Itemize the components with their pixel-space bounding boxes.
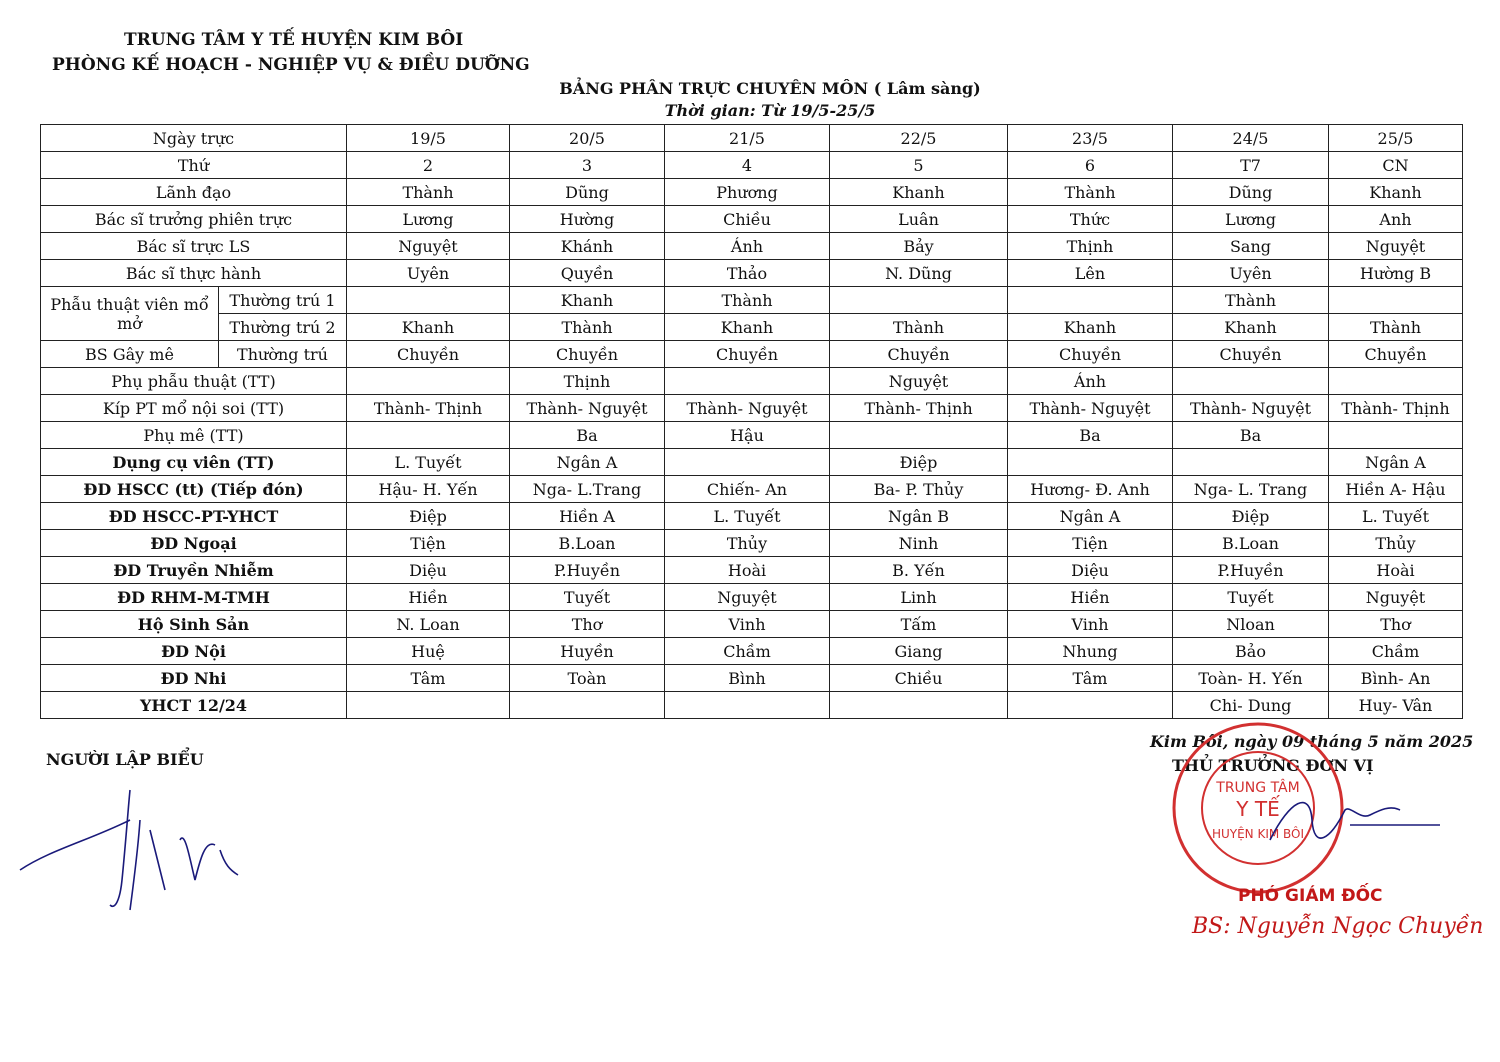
document-title: BẢNG PHÂN TRỰC CHUYÊN MÔN ( Lâm sàng): [559, 79, 981, 98]
roster-cell: [830, 287, 1008, 314]
roster-cell: [347, 368, 510, 395]
roster-cell: Khanh: [1173, 314, 1329, 341]
roster-cell: 22/5: [830, 125, 1008, 152]
roster-cell: P.Huyền: [1173, 557, 1329, 584]
row-label: Bác sĩ trưởng phiên trực: [41, 206, 347, 233]
row-label: Ngày trực: [41, 125, 347, 152]
roster-cell: 25/5: [1329, 125, 1463, 152]
signer-role: PHÓ GIÁM ĐỐC: [1238, 886, 1383, 906]
document-title-block: [0, 78, 1500, 122]
roster-cell: Ánh: [665, 233, 830, 260]
roster-cell: Tấm: [830, 611, 1008, 638]
roster-cell: [665, 692, 830, 719]
roster-cell: [510, 692, 665, 719]
roster-cell: Khanh: [665, 314, 830, 341]
roster-cell: Tiện: [1008, 530, 1173, 557]
organization-header: [52, 28, 530, 78]
roster-cell: Hường B: [1329, 260, 1463, 287]
roster-cell: Chuyền: [347, 341, 510, 368]
svg-text:TRUNG TÂM: TRUNG TÂM: [1216, 780, 1300, 796]
roster-cell: [830, 692, 1008, 719]
roster-cell: Thành: [347, 179, 510, 206]
roster-cell: Thơ: [1329, 611, 1463, 638]
table-row: [41, 179, 1463, 206]
roster-cell: [665, 449, 830, 476]
table-row: [41, 503, 1463, 530]
roster-cell: Thơ: [510, 611, 665, 638]
roster-cell: Thành: [1008, 179, 1173, 206]
roster-cell: [1173, 368, 1329, 395]
roster-cell: B.Loan: [1173, 530, 1329, 557]
roster-cell: 19/5: [347, 125, 510, 152]
roster-cell: [1329, 368, 1463, 395]
roster-cell: Nguyệt: [1329, 233, 1463, 260]
row-sub-label: Thường trú 1: [219, 287, 347, 314]
creator-label: NGƯỜI LẬP BIỂU: [46, 750, 204, 769]
roster-cell: Thủy: [665, 530, 830, 557]
roster-cell: Khanh: [347, 314, 510, 341]
roster-cell: Quyền: [510, 260, 665, 287]
roster-cell: Hiền A- Hậu: [1329, 476, 1463, 503]
roster-cell: Phương: [665, 179, 830, 206]
roster-cell: Tuyết: [510, 584, 665, 611]
row-label: Phụ phẫu thuật (TT): [41, 368, 347, 395]
roster-cell: Sang: [1173, 233, 1329, 260]
roster-cell: [665, 368, 830, 395]
roster-cell: Ba: [1008, 422, 1173, 449]
roster-cell: Dũng: [510, 179, 665, 206]
roster-cell: Huy- Vân: [1329, 692, 1463, 719]
roster-cell: Hậu: [665, 422, 830, 449]
roster-cell: Điệp: [1173, 503, 1329, 530]
table-row: [41, 692, 1463, 719]
roster-cell: Giang: [830, 638, 1008, 665]
roster-cell: L. Tuyết: [665, 503, 830, 530]
roster-cell: [1008, 287, 1173, 314]
table-row: [41, 368, 1463, 395]
roster-cell: Thành- Thịnh: [347, 395, 510, 422]
roster-cell: Ninh: [830, 530, 1008, 557]
row-group-label: Phẫu thuật viên mổ mở: [41, 287, 219, 341]
roster-cell: [347, 692, 510, 719]
roster-cell: Nhung: [1008, 638, 1173, 665]
roster-cell: Ba- P. Thủy: [830, 476, 1008, 503]
roster-cell: B. Yến: [830, 557, 1008, 584]
roster-cell: N. Dũng: [830, 260, 1008, 287]
roster-body: [41, 125, 1463, 719]
roster-cell: Chiều: [830, 665, 1008, 692]
roster-cell: Lên: [1008, 260, 1173, 287]
row-label: ĐD Ngoại: [41, 530, 347, 557]
signer-signature: [1250, 780, 1450, 860]
signer-name: BS: Nguyễn Ngọc Chuyền: [1192, 914, 1484, 939]
roster-cell: Bình: [665, 665, 830, 692]
roster-cell: 2: [347, 152, 510, 179]
roster-cell: 23/5: [1008, 125, 1173, 152]
row-sub-label: Thường trú: [219, 341, 347, 368]
roster-cell: 21/5: [665, 125, 830, 152]
table-row: [41, 557, 1463, 584]
row-label: Dụng cụ viên (TT): [41, 449, 347, 476]
table-row: [41, 584, 1463, 611]
roster-cell: Dũng: [1173, 179, 1329, 206]
roster-cell: Điệp: [830, 449, 1008, 476]
roster-cell: Ba: [510, 422, 665, 449]
table-row: [41, 422, 1463, 449]
roster-cell: Khanh: [1008, 314, 1173, 341]
roster-cell: L. Tuyết: [347, 449, 510, 476]
roster-cell: Hường: [510, 206, 665, 233]
row-label: ĐD HSCC (tt) (Tiếp đón): [41, 476, 347, 503]
roster-cell: Hiền: [1008, 584, 1173, 611]
roster-cell: 3: [510, 152, 665, 179]
roster-cell: Ngân A: [1008, 503, 1173, 530]
roster-cell: [347, 287, 510, 314]
unit-head-label: THỦ TRƯỞNG ĐƠN VỊ: [1172, 756, 1374, 775]
table-row: [41, 395, 1463, 422]
roster-cell: Lương: [1173, 206, 1329, 233]
roster-cell: Toàn- H. Yến: [1173, 665, 1329, 692]
roster-cell: Chầm: [665, 638, 830, 665]
roster-cell: Hiền A: [510, 503, 665, 530]
table-row: [41, 152, 1463, 179]
row-label: ĐD Nội: [41, 638, 347, 665]
place-date: Kim Bôi, ngày 09 tháng 5 năm 2025: [1150, 732, 1474, 751]
roster-cell: P.Huyền: [510, 557, 665, 584]
document-period: Thời gian: Từ 19/5-25/5: [664, 101, 876, 120]
roster-cell: Chầm: [1329, 638, 1463, 665]
roster-cell: Lương: [347, 206, 510, 233]
roster-cell: Tiện: [347, 530, 510, 557]
roster-cell: Bình- An: [1329, 665, 1463, 692]
roster-cell: [1329, 287, 1463, 314]
roster-cell: Luân: [830, 206, 1008, 233]
creator-signature: [10, 770, 270, 930]
table-row: [41, 341, 1463, 368]
row-label: Phụ mê (TT): [41, 422, 347, 449]
roster-cell: Ánh: [1008, 368, 1173, 395]
department-name: PHÒNG KẾ HOẠCH - NGHIỆP VỤ & ĐIỀU DƯỠNG: [52, 55, 530, 75]
roster-cell: Khánh: [510, 233, 665, 260]
roster-cell: Thành- Nguyệt: [665, 395, 830, 422]
roster-cell: 5: [830, 152, 1008, 179]
roster-cell: Thịnh: [510, 368, 665, 395]
roster-cell: Thành- Nguyệt: [1008, 395, 1173, 422]
roster-cell: Chuyền: [1008, 341, 1173, 368]
roster-cell: Khanh: [830, 179, 1008, 206]
roster-cell: 4: [665, 152, 830, 179]
roster-cell: Bảo: [1173, 638, 1329, 665]
roster-cell: Thành: [830, 314, 1008, 341]
table-row: [41, 314, 1463, 341]
row-label: Bác sĩ trực LS: [41, 233, 347, 260]
table-row: [41, 611, 1463, 638]
roster-cell: 24/5: [1173, 125, 1329, 152]
roster-cell: Tâm: [1008, 665, 1173, 692]
roster-cell: Nguyệt: [830, 368, 1008, 395]
row-label: ĐD Truyền Nhiễm: [41, 557, 347, 584]
roster-cell: Nga- L. Trang: [1173, 476, 1329, 503]
table-row: [41, 287, 1463, 314]
roster-cell: Thành: [665, 287, 830, 314]
roster-cell: N. Loan: [347, 611, 510, 638]
row-sub-label: Thường trú 2: [219, 314, 347, 341]
roster-cell: Nloan: [1173, 611, 1329, 638]
roster-cell: Ngân A: [510, 449, 665, 476]
row-label: Thứ: [41, 152, 347, 179]
roster-cell: Toàn: [510, 665, 665, 692]
row-group-label: BS Gây mê: [41, 341, 219, 368]
roster-cell: Chuyền: [510, 341, 665, 368]
roster-cell: Vinh: [1008, 611, 1173, 638]
roster-cell: Chiến- An: [665, 476, 830, 503]
roster-cell: [830, 422, 1008, 449]
roster-cell: Thành- Thịnh: [1329, 395, 1463, 422]
roster-cell: Bảy: [830, 233, 1008, 260]
roster-cell: Nguyệt: [347, 233, 510, 260]
roster-cell: Tuyết: [1173, 584, 1329, 611]
roster-cell: Chuyền: [830, 341, 1008, 368]
row-label: Bác sĩ thực hành: [41, 260, 347, 287]
roster-cell: Anh: [1329, 206, 1463, 233]
row-label: ĐD RHM-M-TMH: [41, 584, 347, 611]
table-row: [41, 125, 1463, 152]
table-row: [41, 665, 1463, 692]
roster-cell: L. Tuyết: [1329, 503, 1463, 530]
roster-cell: Hậu- H. Yến: [347, 476, 510, 503]
roster-cell: [1008, 449, 1173, 476]
roster-cell: Chuyền: [1173, 341, 1329, 368]
roster-cell: Thành- Nguyệt: [1173, 395, 1329, 422]
roster-cell: Khanh: [510, 287, 665, 314]
row-label: Hộ Sinh Sản: [41, 611, 347, 638]
roster-cell: Chi- Dung: [1173, 692, 1329, 719]
roster-cell: Thành: [1329, 314, 1463, 341]
roster-cell: Nguyệt: [665, 584, 830, 611]
roster-cell: Uyên: [347, 260, 510, 287]
roster-cell: T7: [1173, 152, 1329, 179]
table-row: [41, 449, 1463, 476]
row-label: YHCT 12/24: [41, 692, 347, 719]
roster-cell: 20/5: [510, 125, 665, 152]
roster-cell: 6: [1008, 152, 1173, 179]
table-row: [41, 476, 1463, 503]
roster-cell: Thảo: [665, 260, 830, 287]
roster-cell: Ba: [1173, 422, 1329, 449]
roster-cell: Ngân B: [830, 503, 1008, 530]
roster-cell: Chiều: [665, 206, 830, 233]
table-row: [41, 260, 1463, 287]
roster-cell: Huệ: [347, 638, 510, 665]
roster-cell: [1008, 692, 1173, 719]
roster-cell: Nga- L.Trang: [510, 476, 665, 503]
roster-cell: [347, 422, 510, 449]
roster-cell: Điệp: [347, 503, 510, 530]
table-row: [41, 206, 1463, 233]
table-row: [41, 530, 1463, 557]
svg-text:Y TẾ: Y TẾ: [1236, 797, 1280, 821]
duty-roster-table: [40, 124, 1463, 719]
roster-cell: Hương- Đ. Anh: [1008, 476, 1173, 503]
roster-cell: Hoài: [665, 557, 830, 584]
roster-cell: [1329, 422, 1463, 449]
row-label: Kíp PT mổ nội soi (TT): [41, 395, 347, 422]
row-label: ĐD HSCC-PT-YHCT: [41, 503, 347, 530]
roster-cell: Chuyền: [1329, 341, 1463, 368]
roster-cell: Hiền: [347, 584, 510, 611]
roster-cell: Diệu: [1008, 557, 1173, 584]
roster-cell: Diệu: [347, 557, 510, 584]
roster-cell: Thành- Thịnh: [830, 395, 1008, 422]
roster-cell: Thủy: [1329, 530, 1463, 557]
roster-cell: Hoài: [1329, 557, 1463, 584]
org-name: TRUNG TÂM Y TẾ HUYỆN KIM BÔI: [124, 30, 464, 50]
roster-cell: B.Loan: [510, 530, 665, 557]
row-label: ĐD Nhi: [41, 665, 347, 692]
roster-cell: Tâm: [347, 665, 510, 692]
table-row: [41, 233, 1463, 260]
roster-cell: Ngân A: [1329, 449, 1463, 476]
roster-cell: Vinh: [665, 611, 830, 638]
roster-cell: Thịnh: [1008, 233, 1173, 260]
svg-text:HUYỆN KIM BÔI: HUYỆN KIM BÔI: [1211, 827, 1305, 841]
table-row: [41, 638, 1463, 665]
roster-cell: Uyên: [1173, 260, 1329, 287]
roster-cell: Khanh: [1329, 179, 1463, 206]
roster-cell: Huyền: [510, 638, 665, 665]
roster-cell: Linh: [830, 584, 1008, 611]
roster-cell: Thành- Nguyệt: [510, 395, 665, 422]
roster-cell: Nguyệt: [1329, 584, 1463, 611]
roster-cell: Thức: [1008, 206, 1173, 233]
roster-cell: CN: [1329, 152, 1463, 179]
roster-cell: [1173, 449, 1329, 476]
roster-cell: Chuyền: [665, 341, 830, 368]
row-label: Lãnh đạo: [41, 179, 347, 206]
roster-cell: Thành: [1173, 287, 1329, 314]
roster-cell: Thành: [510, 314, 665, 341]
